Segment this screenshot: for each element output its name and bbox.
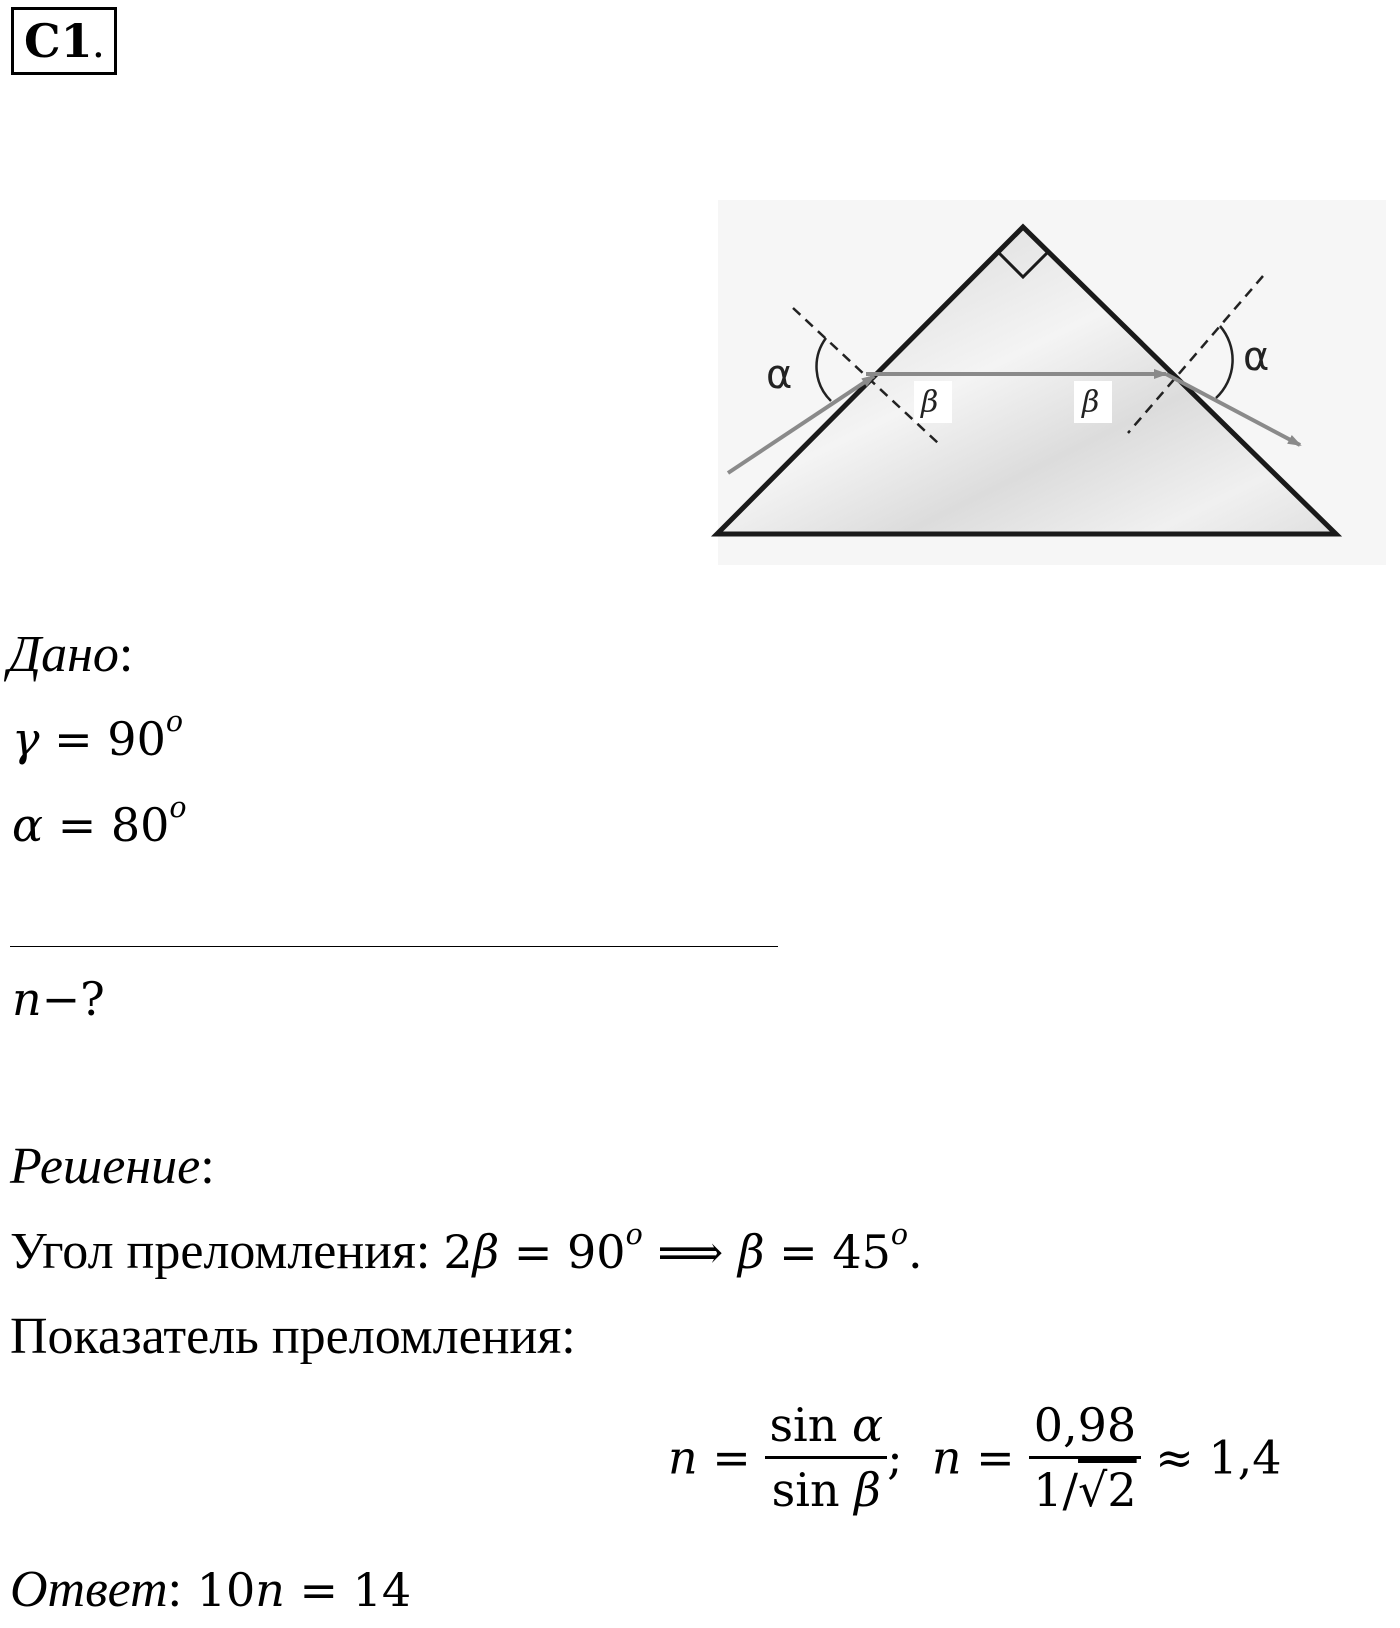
problem-number-dot: . (92, 16, 105, 67)
beta-right-label: β (1082, 385, 1100, 420)
refraction-angle-line: Угол преломления: $2\beta = 90^o$ ⟹ $\beta = 45^o$. (10, 1217, 923, 1280)
beta-left-label: β (921, 385, 939, 420)
find-quantity: n−? (12, 972, 105, 1026)
prism-figure (688, 190, 1388, 570)
refractive-index-formula: n = $\frac{\text{sin α}}{\text{sin β}}$ ; n = $\frac{0,98}{1/√2}$ ≈ 1,4 (668, 1398, 1282, 1517)
sine-ratio-fraction: $\frac{\text{sin α}}{\text{sin β}}$ (765, 1398, 887, 1517)
given-alpha: $\alpha = 80^o$ (12, 790, 187, 852)
given-gamma: $\gamma = 90^o$ (12, 704, 184, 766)
problem-number-box (11, 7, 117, 75)
alpha-left-label: α (766, 352, 793, 398)
given-label: Дано: (8, 626, 134, 683)
answer-line: Ответ: 10n = 14 (10, 1561, 412, 1618)
given-divider (10, 946, 778, 947)
alpha-right-label: α (1243, 334, 1270, 380)
refractive-index-line: Показатель преломления: (10, 1308, 576, 1365)
problem-number: C1 (24, 14, 93, 68)
value-fraction: $\frac{0,98}{1/√2}$ (1029, 1398, 1140, 1517)
solution-label: Решение: (10, 1138, 215, 1195)
